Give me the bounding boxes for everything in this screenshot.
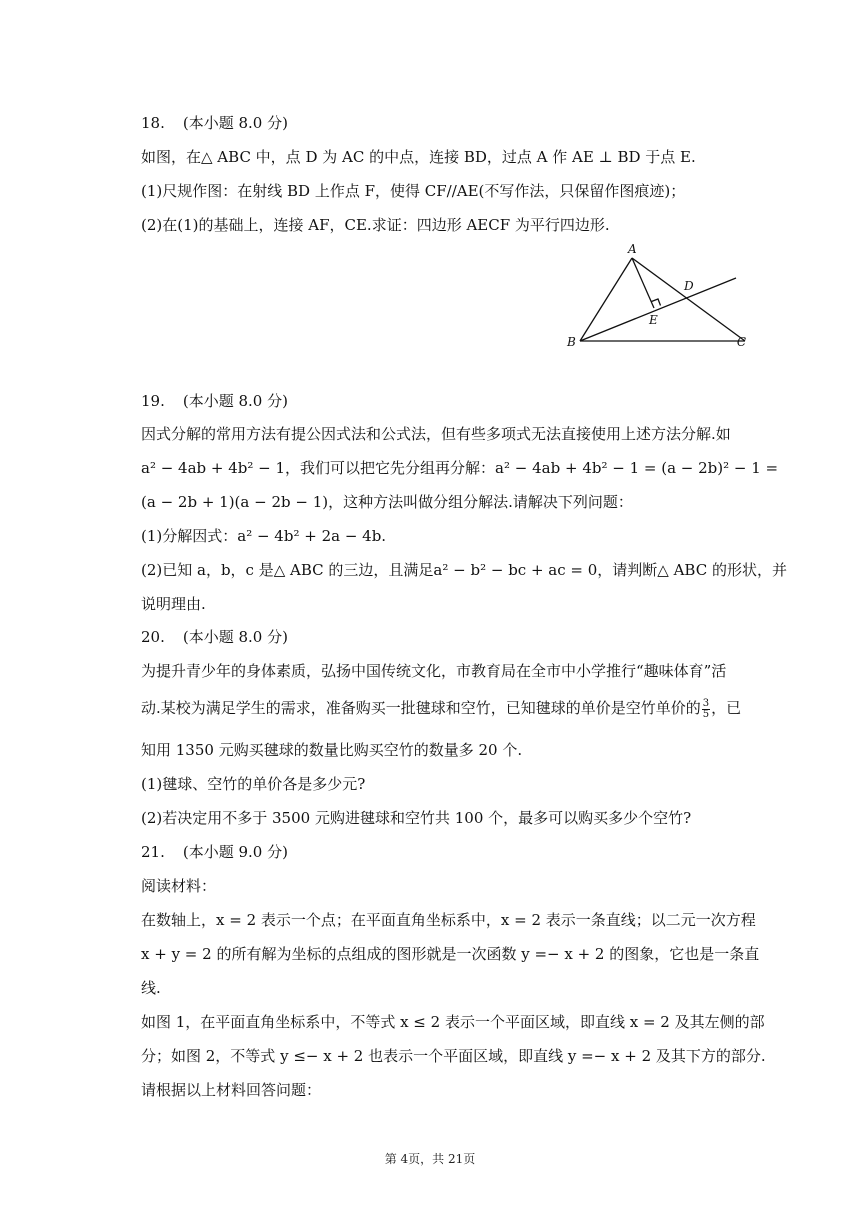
q18-number: 18. [141,114,165,132]
q19-header [141,391,288,411]
q19-line-4: (1)分解因式：a² − 4b² + 2a − 4b. [141,527,387,545]
q18-header [141,113,288,133]
q20-points: (本小题 8.0 分) [182,628,288,646]
q21-number: 21. [141,843,165,861]
q19-number: 19. [141,392,165,410]
segment-ac [632,258,745,341]
fraction-denominator: 5 [702,708,710,720]
q20-line-2-text: 动.某校为满足学生的需求，准备购买一批毽球和空竹，已知毽球的单价是空竹单价的 [141,699,701,717]
label-c: C [736,335,746,349]
q21-line-6: 分；如图 2，不等式 y ≤− x + 2 也表示一个平面区域，即直线 y =− x + 2 及其下方的部分. [141,1047,766,1065]
q21-points: (本小题 9.0 分) [182,843,288,861]
q20-line-2 [141,698,741,720]
segment-ab [580,258,632,341]
q20-number: 20. [141,628,165,646]
q19-line-6: 说明理由. [141,595,206,613]
label-e: E [649,313,658,327]
q20-header [141,627,288,647]
q19-line-1: 因式分解的常用方法有提公因式法和公式法，但有些多项式无法直接使用上述方法分解.如 [141,425,731,443]
q21-line-5: 如图 1，在平面直角坐标系中，不等式 x ≤ 2 表示一个平面区域，即直线 x = 2 及其左侧的部 [141,1013,765,1031]
q21-line-7: 请根据以上材料回答问题： [141,1081,322,1099]
q21-line-4: 线. [141,979,161,997]
q20-line-4: (1)毽球、空竹的单价各是多少元? [141,775,366,793]
label-d: D [684,279,694,293]
label-a: A [628,242,637,256]
fraction-numerator: 3 [702,697,710,709]
q18-line-2: (1)尺规作图：在射线 BD 上作点 F，使得 CF//AE(不写作法，只保留作图痕迹)； [141,182,686,200]
q21-header [141,842,288,862]
q19-line-5: (2)已知 a，b，c 是△ ABC 的三边，且满足a² − b² − bc + ac = 0，请判断△ ABC 的形状，并 [141,561,787,579]
triangle-figure [560,238,746,353]
q19-line-2: a² − 4ab + 4b² − 1，我们可以把它先分组再分解：a² − 4ab + 4b² − 1 = (a − 2b)² − 1 = [141,459,779,477]
q21-line-1: 阅读材料： [141,877,217,895]
q21-line-3: x + y = 2 的所有解为坐标的点组成的图形就是一次函数 y =− x + 2 的图象，它也是一条直 [141,945,760,963]
q19-line-3: (a − 2b + 1)(a − 2b − 1)，这种方法叫做分组分解法.请解决下列问题： [141,493,633,511]
q20-fraction [702,699,710,720]
q20-line-1: 为提升青少年的身体素质，弘扬中国传统文化，市教育局在全市中小学推行“趣味体育”活 [141,662,727,680]
ray-bd [580,278,736,341]
q18-points: (本小题 8.0 分) [182,114,288,132]
q18-line-3: (2)在(1)的基础上，连接 AF，CE.求证：四边形 AECF 为平行四边形. [141,216,610,234]
q21-line-2: 在数轴上，x = 2 表示一个点；在平面直角坐标系中，x = 2 表示一条直线；以二元一次方程 [141,911,756,929]
q18-line-1: 如图，在△ ABC 中，点 D 为 AC 的中点，连接 BD，过点 A 作 AE ⊥ BD 于点 E. [141,148,696,166]
q20-line-5: (2)若决定用不多于 3500 元购进毽球和空竹共 100 个，最多可以购买多少个空竹? [141,809,692,827]
q20-line-3: 知用 1350 元购买毽球的数量比购买空竹的数量多 20 个. [141,741,523,759]
q20-line-2-tail: ，已 [711,699,742,717]
q19-points: (本小题 8.0 分) [182,392,288,410]
label-b: B [567,335,576,349]
page-footer: 第 4页，共 21页 [384,1152,476,1166]
